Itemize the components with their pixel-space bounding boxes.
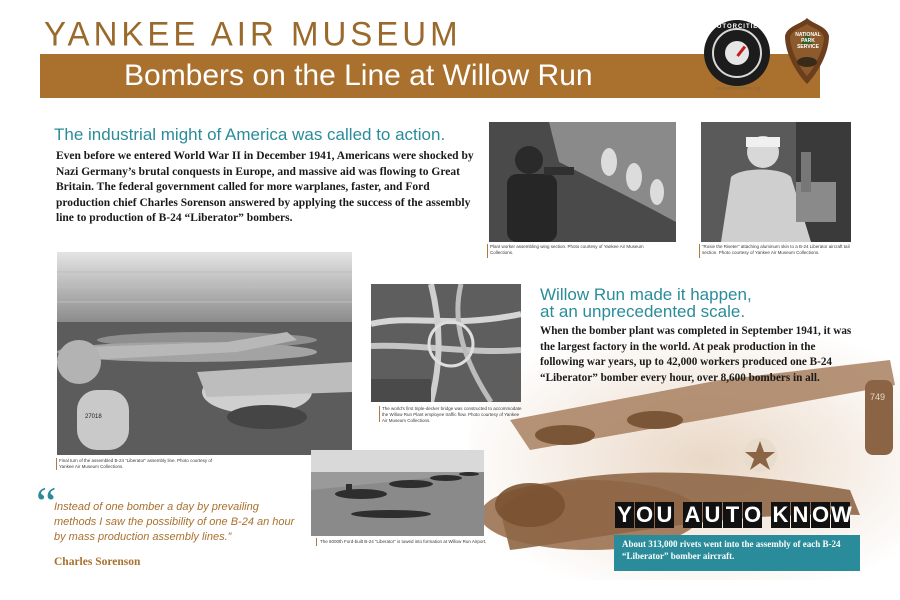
caption-assembly-line: Final turn of the assembled B-24 “Liberator” assembly line. Photo courtesy of Yankee Air Museum Collections. (59, 458, 213, 469)
photo-riveting-worker (489, 122, 676, 242)
motorcities-url: www.motorcities.org (715, 86, 761, 92)
photo-highway-interchange (371, 284, 521, 402)
willow-heading-line1: Willow Run made it happen, (540, 285, 752, 304)
title-space (763, 502, 770, 528)
intro-heading: The industrial might of America was called to action. (54, 125, 446, 144)
quote-text: Instead of one bomber a day by prevailing methods I saw the possibility of one B-24 an hour by mass production assembly lines.” (54, 501, 295, 543)
photo-assembly-line (57, 252, 352, 455)
page-title: Bombers on the Line at Willow Run (124, 59, 593, 92)
caption-riveting: Plant worker assembling wing section. Photo courtesy of Yankee Air Museum Collections. (490, 244, 644, 255)
caption-rule (487, 244, 488, 258)
title-letter: T (723, 502, 742, 528)
intro-body: Even before we entered World War II in December 1941, Americans were shocked by Nazi Germany’s brutal conquests in Europe, and massive aid was flowing to Great Britain. The federal government called for more warplanes, faster, and Ford production chief Charles Sorenson answered by applying the success of the assembly line to production of B-24 “Liberator” bombers. (56, 150, 474, 225)
quote-author: Charles Sorenson (54, 556, 141, 568)
title-letter: W (831, 502, 852, 527)
quote-mark: “ (36, 477, 57, 528)
willow-heading-line2: at an unprecedented scale. (540, 302, 746, 321)
photo-airport-formation (311, 450, 484, 536)
svg-text:749: 749 (870, 392, 886, 402)
title-letter: U (704, 502, 721, 527)
title-space (675, 502, 682, 528)
caption-rosie: “Rosie the Riveter” attaching aluminum skin to a B-24 Liberator aircraft tail section. Photo courtesy of Yankee Air Museum Collections. (702, 244, 850, 255)
title-letter: O (743, 502, 762, 527)
title-letter: O (635, 502, 654, 527)
nps-label: NATIONAL PARK SERVICE (795, 32, 821, 50)
photo-rosie-riveter (701, 122, 851, 242)
title-letter: K (772, 502, 789, 527)
title-letter: O (811, 502, 830, 527)
tail-number: 27018 (85, 414, 102, 420)
willow-heading (540, 286, 800, 320)
nps-arrowhead-icon (783, 16, 831, 86)
willow-body: When the bomber plant was completed in September 1941, it was the largest factory in the world. At peak production in the following war years, up to 42,000 workers produced one B-24 “Liberator” bomber every hour, over 8,600 bombers in all. (540, 325, 852, 384)
caption-interchange: The world’s first triple-decker bridge was constructed to accommodate the Willow Run Plant employee traffic flow. Photo courtesy of Yankee Air Museum Collections. (382, 406, 522, 423)
title-letter: Y (615, 502, 634, 528)
museum-name: YANKEE AIR MUSEUM (44, 13, 462, 53)
fact-text: About 313,000 rivets went into the assembly of each B-24 “Liberator” bomber aircraft. (622, 539, 841, 561)
you-auto-know-title (615, 502, 850, 528)
caption-rule (699, 244, 700, 258)
motorcities-logo (704, 20, 770, 86)
caption-rule (56, 458, 57, 470)
title-letter: N (792, 502, 809, 527)
title-letter: A (684, 502, 701, 527)
caption-rule (316, 538, 317, 546)
motorcities-label: MOTORCITIES (710, 24, 764, 30)
caption-rule (379, 406, 380, 422)
title-letter: U (656, 502, 673, 527)
caption-airport: The 6000th Ford-built B-24 “Liberator” is towed into formation at Willow Run Airport. (320, 539, 487, 544)
